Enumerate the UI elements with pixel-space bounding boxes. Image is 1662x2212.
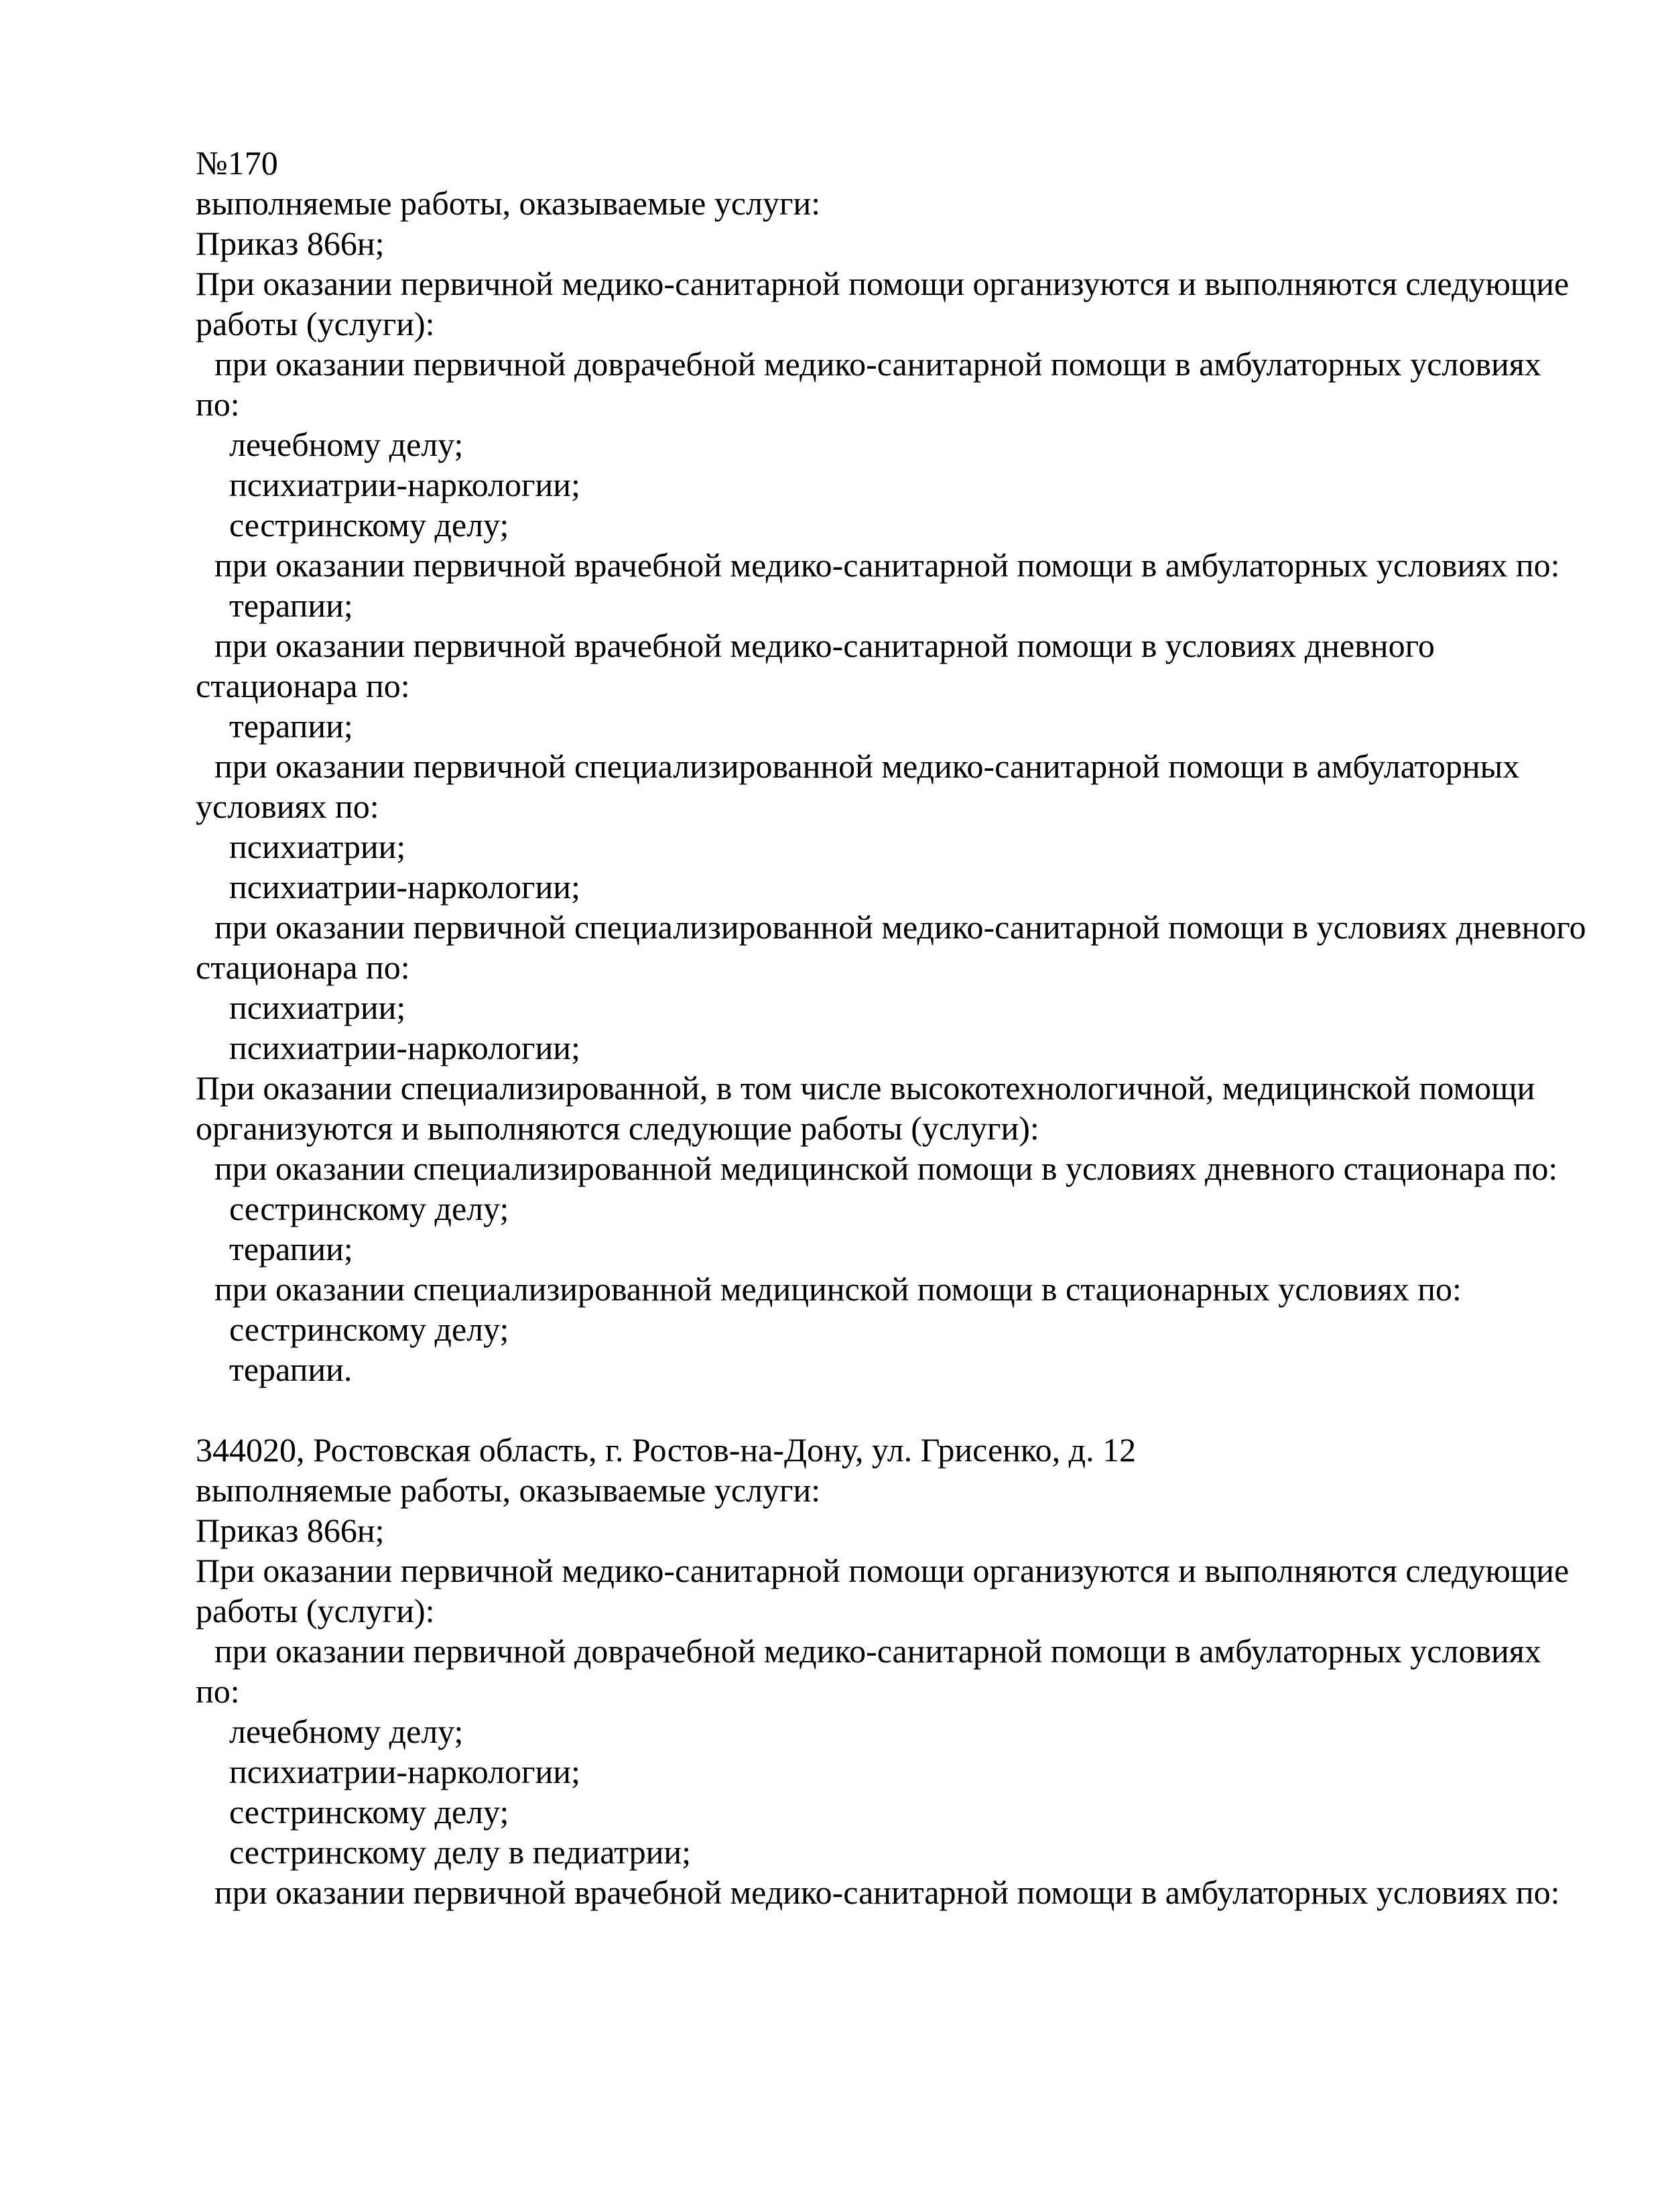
text-line: сестринскому делу; — [229, 1190, 509, 1227]
text-line: по: — [196, 385, 240, 423]
text-line: при оказании первичной специализированной медико-санитарной помощи в условиях дневного — [214, 908, 1586, 946]
text-line: при оказании первичной доврачебной медико-санитарной помощи в амбулаторных условиях — [214, 1632, 1541, 1670]
text-line: психиатрии; — [229, 828, 406, 865]
text-line: лечебному делу; — [229, 1713, 464, 1750]
text-line: При оказании первичной медико-санитарной помощи организуются и выполняются следующие — [196, 1552, 1570, 1589]
text-line: Приказ 866н; — [196, 1512, 385, 1549]
text-line: работы (услуги): — [196, 305, 435, 343]
text-line: психиатрии-наркологии; — [229, 1029, 580, 1066]
text-line: 344020, Ростовская область, г. Ростов-на-Дону, ул. Грисенко, д. 12 — [196, 1431, 1137, 1469]
license-works-services-text — [196, 143, 1586, 1912]
text-line: стационара по: — [196, 667, 410, 704]
text-line: при оказании первичной доврачебной медико-санитарной помощи в амбулаторных условиях — [214, 345, 1541, 383]
blank-line — [196, 1390, 1570, 1430]
text-line: по: — [196, 1672, 240, 1710]
text-line: работы (услуги): — [196, 1592, 435, 1630]
text-line: терапии; — [229, 707, 353, 745]
text-line: организуются и выполняются следующие работы (услуги): — [196, 1109, 1039, 1147]
text-line: выполняемые работы, оказываемые услуги: — [196, 184, 821, 222]
text-line: терапии; — [229, 587, 353, 624]
text-line: психиатрии-наркологии; — [229, 868, 580, 906]
text-line: при оказании первичной специализированной медико-санитарной помощи в амбулаторных — [214, 747, 1520, 785]
text-line: сестринскому делу в педиатрии; — [229, 1833, 691, 1871]
text-line: сестринскому делу; — [229, 1310, 509, 1348]
text-line: При оказании специализированной, в том числе высокотехнологичной, медицинской помощи — [196, 1069, 1535, 1107]
text-line: при оказании специализированной медицинской помощи в условиях дневного стационара по: — [214, 1150, 1558, 1187]
text-line: стационара по: — [196, 948, 410, 986]
text-line: терапии; — [229, 1230, 353, 1268]
text-line: условиях по: — [196, 788, 379, 825]
text-line: сестринскому делу; — [229, 1793, 509, 1831]
text-line: Приказ 866н; — [196, 225, 385, 262]
text-line: выполняемые работы, оказываемые услуги: — [196, 1471, 821, 1509]
text-line: при оказании первичной врачебной медико-санитарной помощи в амбулаторных условиях по: — [214, 546, 1560, 584]
text-line: терапии. — [229, 1351, 353, 1388]
text-line: При оказании первичной медико-санитарной помощи организуются и выполняются следующие — [196, 265, 1570, 302]
text-line: психиатрии-наркологии; — [229, 466, 580, 503]
text-line: при оказании специализированной медицинской помощи в стационарных условиях по: — [214, 1270, 1462, 1308]
text-line: психиатрии; — [229, 989, 406, 1026]
text-line: психиатрии-наркологии; — [229, 1753, 580, 1790]
text-line: сестринскому делу; — [229, 506, 509, 544]
text-line: лечебному делу; — [229, 426, 464, 463]
text-line: при оказании первичной врачебной медико-санитарной помощи в условиях дневного — [214, 627, 1435, 664]
text-line: при оказании первичной врачебной медико-санитарной помощи в амбулаторных условиях по: — [214, 1873, 1560, 1911]
text-line: №170 — [196, 144, 278, 182]
